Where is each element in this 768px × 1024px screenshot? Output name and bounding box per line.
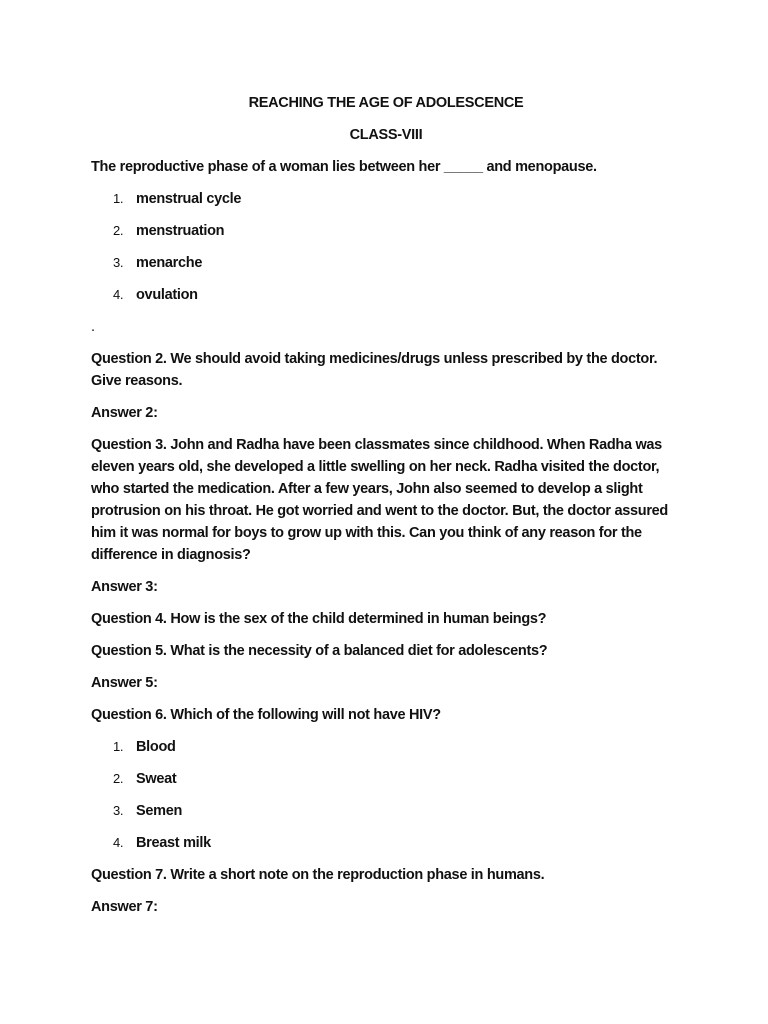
option-text: Semen [136,803,183,819]
option-text: ovulation [136,287,198,303]
question-7: Question 7. Write a short note on the reproduction phase in humans. [91,867,545,883]
option-item [91,768,681,800]
option-item [91,832,681,864]
document-title: REACHING THE AGE OF ADOLESCENCE [248,95,524,111]
option-item [91,800,681,832]
option-number: 1. [113,191,124,206]
question-3: Question 3. John and Radha have been classmates since childhood. When Radha was eleven years old, she developed a little swelling on her neck. Radha visited the doctor, who started the medication. After a few years, John also seemed to develop a slight protrusion on his throat. He got worried and went to the doctor. But, the doctor assured him it was normal for boys to grow up with this. Can you think of any reason for the difference in diagnosis? [91,437,668,563]
option-item [91,188,681,220]
answer-5-label: Answer 5: [91,675,158,691]
option-item [91,284,681,316]
option-text: menarche [136,255,203,271]
question-4: Question 4. How is the sex of the child determined in human beings? [91,611,547,627]
answer-7-label: Answer 7: [91,899,158,915]
option-number: 4. [113,835,124,850]
option-item [91,252,681,284]
option-number: 4. [113,287,124,302]
option-text: Blood [136,739,176,755]
option-text: Breast milk [136,835,211,851]
question-1: The reproductive phase of a woman lies between her _____ and menopause. [91,159,597,175]
option-number: 3. [113,803,124,818]
question-5: Question 5. What is the necessity of a balanced diet for adolescents? [91,643,548,659]
answer-2-label: Answer 2: [91,405,158,421]
option-number: 1. [113,739,124,754]
option-text: Sweat [136,771,177,787]
question-2: Question 2. We should avoid taking medicines/drugs unless prescribed by the doctor. Give reasons. [91,351,658,389]
stray-period: . [91,319,95,335]
class-label: CLASS-VIII [349,127,423,143]
answer-3-label: Answer 3: [91,579,158,595]
option-number: 2. [113,771,124,786]
option-number: 3. [113,255,124,270]
question-6: Question 6. Which of the following will not have HIV? [91,707,441,723]
option-text: menstruation [136,223,225,239]
option-item [91,220,681,252]
option-number: 2. [113,223,124,238]
document-body [91,92,681,918]
option-item [91,736,681,768]
option-text: menstrual cycle [136,191,242,207]
